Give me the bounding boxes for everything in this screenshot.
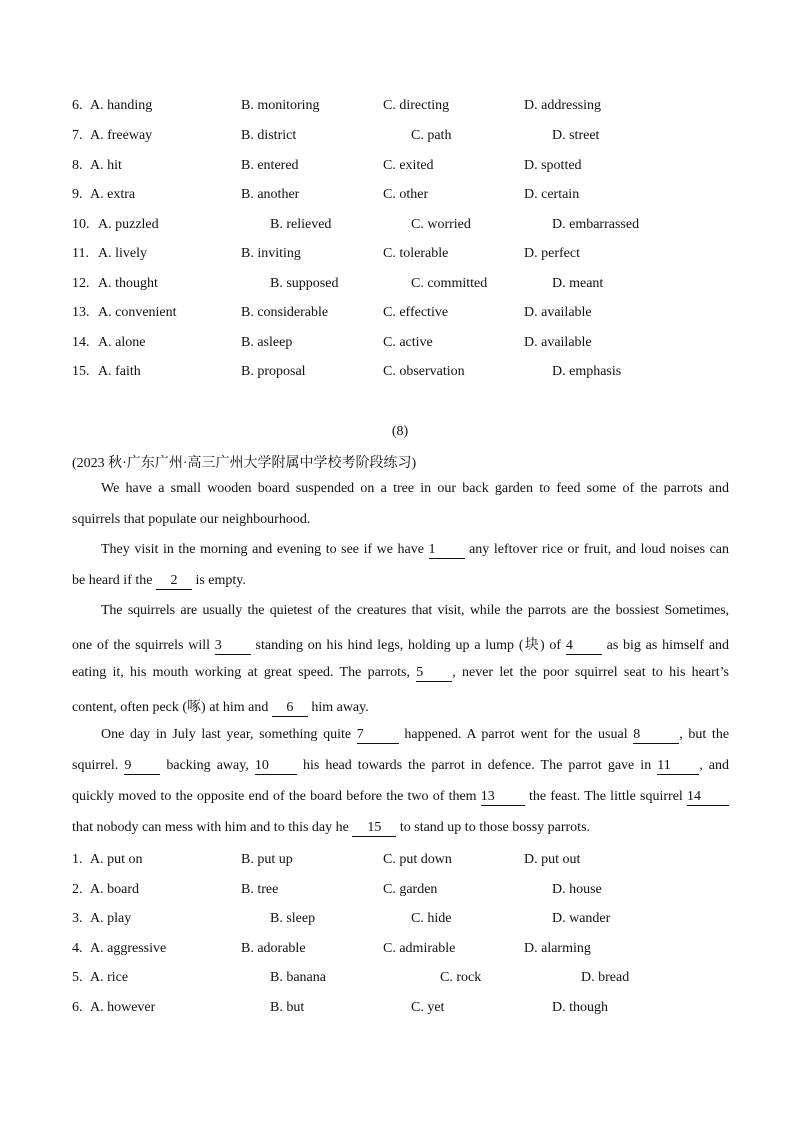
option-b: B. banana [270,970,326,985]
text: one of the squirrels will [72,638,210,653]
option-c: C. rock [440,970,482,985]
option-a: A. puzzled [98,217,159,232]
blank-10: 10 [255,758,297,775]
option-row [0,880,800,900]
blank-8: 8 [633,727,679,744]
option-a: A. alone [98,335,146,350]
text: eating it, his mouth working at great speed. The parrots, [72,665,410,680]
option-row [0,968,800,988]
option-b: B. proposal [241,364,306,379]
option-b: B. tree [241,882,279,897]
option-c: C. yet [411,1000,445,1015]
option-d: D. emphasis [552,364,622,379]
option-b: B. entered [241,158,299,173]
passage-line: We have a small wooden board suspended on a tree in our back garden to feed some of the parrots and [101,481,729,496]
passage-line [72,665,729,682]
source-line: (2023 秋·广东广州·高三广州大学附属中学校考阶段练习) [72,456,417,471]
option-row [0,185,800,205]
option-c: C. directing [383,98,450,113]
question-number: 6. [72,1000,83,1015]
question-number: 3. [72,911,83,926]
passage-line [72,573,729,590]
option-c: C. worried [411,217,471,232]
option-d: D. street [552,128,600,143]
passage-line [72,696,729,717]
text: quickly moved to the opposite end of the board before the two of them [72,789,477,804]
text: his head towards the parrot in defence. The parrot gave in [302,758,652,773]
option-a: A. board [90,882,139,897]
option-d: D. house [552,882,602,897]
text: content, often peck (啄) at him and [72,700,269,715]
option-b: B. put up [241,852,293,867]
option-c: C. other [383,187,429,202]
option-a: A. faith [98,364,141,379]
blank-4: 4 [566,638,602,655]
passage-line [72,820,729,837]
option-a: A. extra [90,187,136,202]
question-number: 11. [72,246,89,261]
option-b: B. considerable [241,305,329,320]
option-d: D. meant [552,276,604,291]
question-number: 1. [72,852,83,867]
question-number: 6. [72,98,83,113]
passage-line [101,542,729,559]
option-c: C. effective [383,305,449,320]
question-number: 7. [72,128,83,143]
option-b: B. relieved [270,217,332,232]
question-number: 2. [72,882,83,897]
option-c: C. observation [383,364,465,379]
option-b: B. sleep [270,911,316,926]
question-number: 9. [72,187,83,202]
text: squirrel. [72,758,119,773]
option-row [0,303,800,323]
blank-3: 3 [215,638,251,655]
option-c: C. hide [411,911,452,926]
text: is empty. [195,573,246,588]
passage-line [101,727,729,744]
option-d: D. bread [581,970,630,985]
option-d: D. certain [524,187,580,202]
question-number: 12. [72,276,90,291]
option-row [0,333,800,353]
blank-15: 15 [352,820,396,837]
text: the feast. The little squirrel [529,789,683,804]
option-d: D. addressing [524,98,601,113]
text: to stand up to those bossy parrots. [399,820,591,835]
option-d: D. though [552,1000,608,1015]
text: that nobody can mess with him and to this day he [72,820,349,835]
question-number: 4. [72,941,83,956]
text: be heard if the [72,573,153,588]
text: any leftover rice or fruit, and loud noises can [469,542,730,557]
option-b: B. another [241,187,300,202]
option-row [0,274,800,294]
option-a: A. rice [90,970,129,985]
text: as big as himself and [606,638,730,653]
option-a: A. handing [90,98,153,113]
passage-line: The squirrels are usually the quietest of the creatures that visit, while the parrots are the bossiest Sometimes, [101,603,729,618]
option-a: A. freeway [90,128,153,143]
option-row [0,998,800,1018]
option-c: C. garden [383,882,438,897]
option-c: C. admirable [383,941,456,956]
option-d: D. perfect [524,246,580,261]
blank-14: 14 [687,789,729,806]
option-a: A. lively [98,246,147,261]
option-a: A. hit [90,158,122,173]
option-c: C. path [411,128,452,143]
option-a: A. put on [90,852,143,867]
option-c: C. exited [383,158,434,173]
blank-9: 9 [124,758,160,775]
question-number: 8. [72,158,83,173]
text: One day in July last year, something quite [101,727,352,742]
option-d: D. spotted [524,158,582,173]
option-c: C. put down [383,852,452,867]
option-row [0,244,800,264]
question-number: 5. [72,970,83,985]
option-b: B. monitoring [241,98,320,113]
option-d: D. put out [524,852,581,867]
option-d: D. available [524,335,592,350]
option-d: D. alarming [524,941,591,956]
option-row [0,156,800,176]
option-a: A. however [90,1000,156,1015]
text: happened. A parrot went for the usual [404,727,628,742]
text: him away. [311,700,369,715]
option-row [0,215,800,235]
blank-6: 6 [272,700,308,717]
blank-1: 1 [429,542,465,559]
question-number: 10. [72,217,90,232]
option-row [0,362,800,382]
section-title: (8) [391,424,409,439]
option-c: C. active [383,335,433,350]
option-b: B. but [270,1000,305,1015]
text: , never let the poor squirrel seat to his heart’s [452,665,729,680]
option-row [0,126,800,146]
passage-line: squirrels that populate our neighbourhood. [72,512,311,527]
option-a: A. convenient [98,305,177,320]
question-number: 15. [72,364,90,379]
passage-line [72,634,729,655]
option-a: A. thought [98,276,158,291]
option-row [0,850,800,870]
question-number: 13. [72,305,90,320]
blank-13: 13 [481,789,525,806]
question-number: 14. [72,335,90,350]
option-a: A. play [90,911,132,926]
option-row [0,96,800,116]
option-b: B. adorable [241,941,306,956]
option-b: B. inviting [241,246,301,261]
text: , but the [679,727,730,742]
passage-line [72,758,729,775]
blank-11: 11 [657,758,699,775]
blank-2: 2 [156,573,192,590]
option-d: D. embarrassed [552,217,640,232]
text: They visit in the morning and evening to see if we have [101,542,424,557]
option-b: B. supposed [270,276,339,291]
option-b: B. asleep [241,335,293,350]
passage-line [72,789,729,806]
option-c: C. tolerable [383,246,449,261]
option-d: D. available [524,305,592,320]
option-a: A. aggressive [90,941,167,956]
option-c: C. committed [411,276,488,291]
text: backing away, [166,758,249,773]
blank-5: 5 [416,665,452,682]
option-row [0,909,800,929]
option-d: D. wander [552,911,611,926]
option-row [0,939,800,959]
text: , and [699,758,730,773]
option-b: B. district [241,128,297,143]
blank-7: 7 [357,727,399,744]
text: standing on his hind legs, holding up a lump (块) of [255,638,562,653]
